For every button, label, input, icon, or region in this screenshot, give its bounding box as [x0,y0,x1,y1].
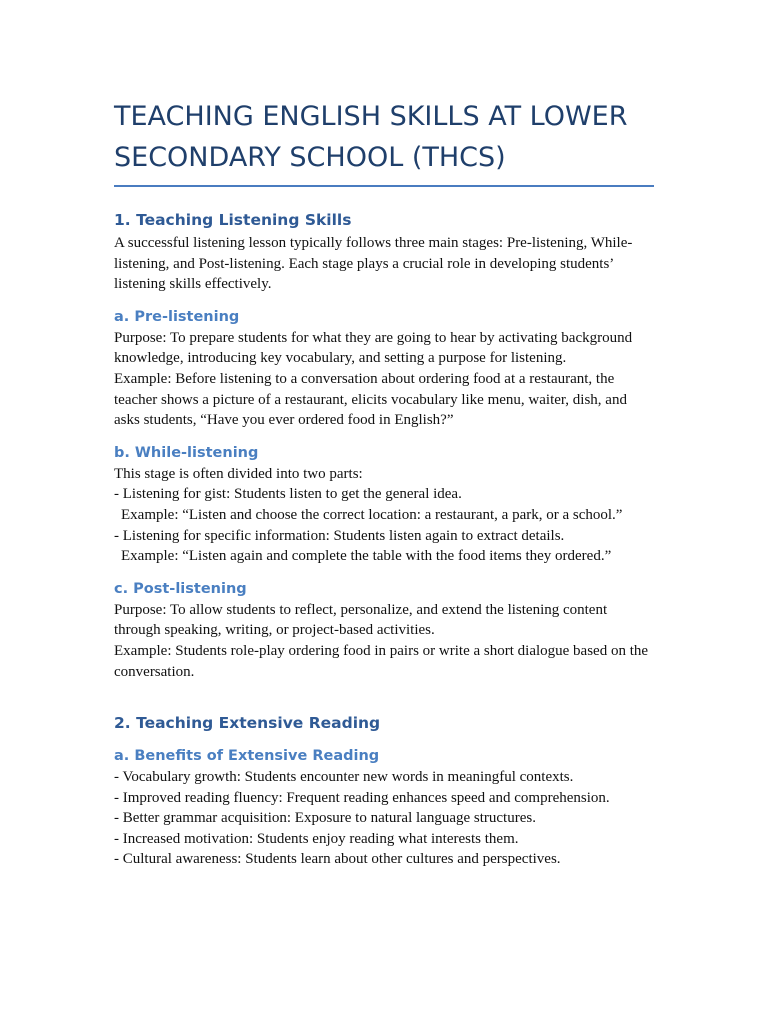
while-listening-heading: b. While-listening [114,444,259,461]
pre-listening-heading: a. Pre-listening [114,308,240,325]
section-2-heading: 2. Teaching Extensive Reading [114,714,381,733]
while-listening-body [114,464,654,567]
text-line: Example: Students role-play ordering food in pairs or write a short dialogue based on the [114,642,649,659]
text-line: - Improved reading fluency: Frequent reading enhances speed and comprehension. [114,789,610,806]
post-listening-body [114,600,654,682]
text-line: - Listening for gist: Students listen to get the general idea. [114,486,462,503]
text-line: Example: “Listen again and complete the table with the food items they ordered.” [121,548,612,565]
text-line: conversation. [114,663,195,680]
text-line: - Listening for specific information: Students listen again to extract details. [114,527,565,544]
text-line: teacher shows a picture of a restaurant, elicits vocabulary like menu, waiter, dish, and [114,391,627,408]
text-line: asks students, “Have you ever ordered food in English?” [114,412,454,429]
text-line: listening skills effectively. [114,276,272,293]
section-1-heading: 1. Teaching Listening Skills [114,211,352,229]
text-line: - Cultural awareness: Students learn about other cultures and perspectives. [114,851,561,868]
post-listening-heading: c. Post-listening [114,580,247,597]
text-line: Purpose: To prepare students for what they are going to hear by activating background [114,329,633,346]
text-line: - Vocabulary growth: Students encounter new words in meaningful contexts. [114,769,574,786]
title-line-2: SECONDARY SCHOOL (THCS) [114,142,506,173]
text-line: A successful listening lesson typically follows three main stages: Pre-listening, While- [114,235,633,251]
document-title [114,96,654,187]
text-line: This stage is often divided into two parts: [114,465,363,482]
text-line: Example: Before listening to a conversation about ordering food at a restaurant, the [114,370,615,387]
text-line: Example: “Listen and choose the correct location: a restaurant, a park, or a school.” [121,506,623,523]
benefits-heading: a. Benefits of Extensive Reading [114,748,380,765]
section-1-intro [114,233,654,295]
text-line: through speaking, writing, or project-based activities. [114,622,435,639]
text-line: knowledge, introducing key vocabulary, and setting a purpose for listening. [114,350,567,367]
title-line-1: TEACHING ENGLISH SKILLS AT LOWER [114,101,628,132]
text-line: Purpose: To allow students to reflect, personalize, and extend the listening content [114,601,608,618]
pre-listening-body [114,328,654,431]
text-line: listening, and Post-listening. Each stage plays a crucial role in developing students’ [114,255,615,272]
text-line: - Increased motivation: Students enjoy reading what interests them. [114,830,519,847]
text-line: - Better grammar acquisition: Exposure to natural language structures. [114,810,536,827]
benefits-list [114,767,654,870]
